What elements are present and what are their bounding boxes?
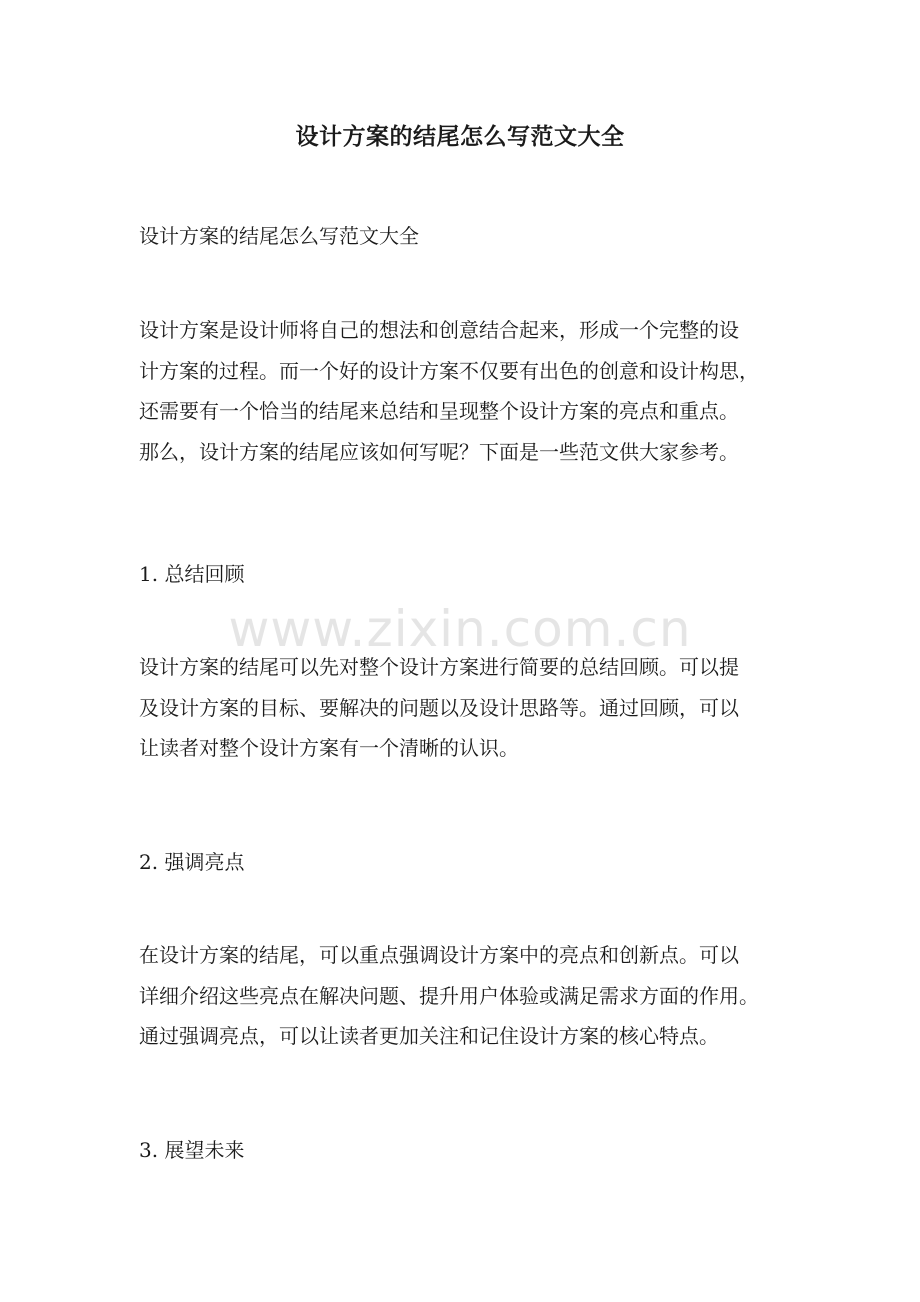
document-subtitle: 设计方案的结尾怎么写范文大全 (139, 224, 419, 248)
paragraph-line: 在设计方案的结尾，可以重点强调设计方案中的亮点和创新点。可以 (139, 943, 739, 967)
section-heading-2: 2. 强调亮点 (139, 850, 245, 874)
paragraph-line: 设计方案的结尾可以先对整个设计方案进行简要的总结回顾。可以提 (139, 655, 739, 679)
watermark: www.zixin.com.cn (228, 600, 692, 658)
section-heading-3: 3. 展望未来 (139, 1138, 245, 1162)
section-heading-1: 1. 总结回顾 (139, 562, 245, 586)
intro-line: 那么，设计方案的结尾应该如何写呢？下面是一些范文供大家参考。 (139, 439, 739, 464)
paragraph-line: 详细介绍这些亮点在解决问题、提升用户体验或满足需求方面的作用。 (139, 983, 759, 1008)
intro-line: 还需要有一个恰当的结尾来总结和呈现整个设计方案的亮点和重点。 (139, 399, 739, 423)
intro-line: 设计方案是设计师将自己的想法和创意结合起来，形成一个完整的设 (139, 318, 739, 342)
paragraph-line: 让读者对整个设计方案有一个清晰的认识。 (139, 736, 519, 760)
section-paragraph-2 (139, 935, 789, 1057)
paragraph-line: 通过强调亮点，可以让读者更加关注和记住设计方案的核心特点。 (139, 1024, 719, 1048)
document-title: 设计方案的结尾怎么写范文大全 (295, 123, 625, 150)
intro-paragraph (139, 310, 789, 472)
section-paragraph-1 (139, 647, 789, 769)
paragraph-line: 及设计方案的目标、要解决的问题以及设计思路等。通过回顾，可以 (139, 695, 739, 720)
intro-line: 计方案的过程。而一个好的设计方案不仅要有出色的创意和设计构思， (139, 358, 759, 383)
